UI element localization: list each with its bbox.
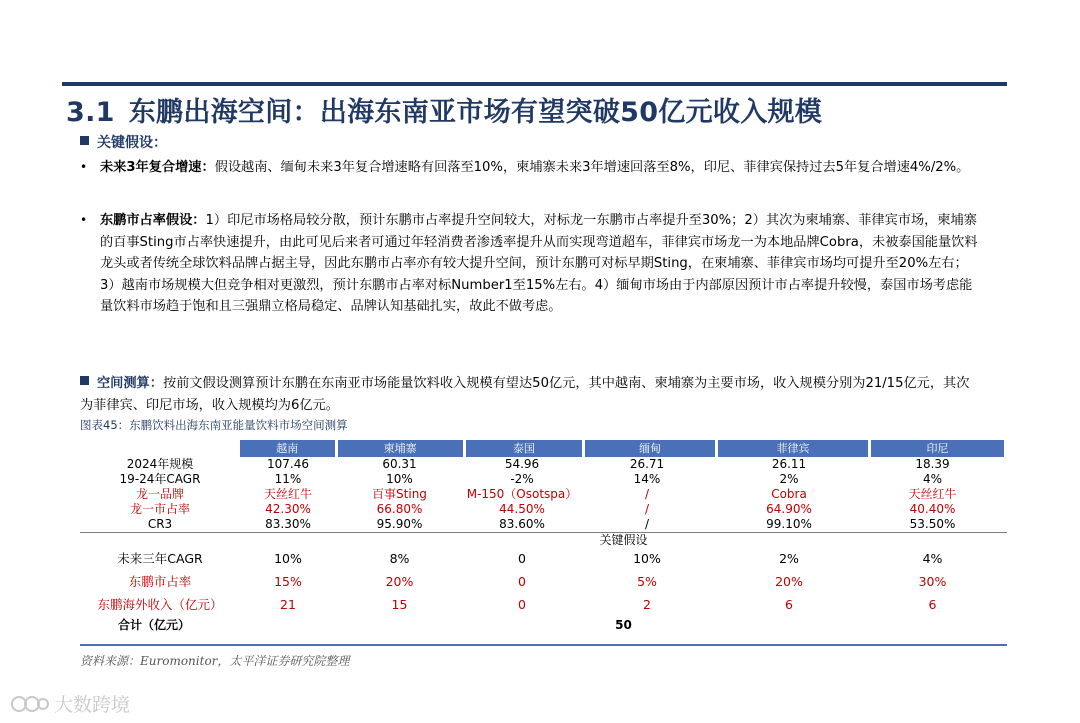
watermark-text: 大数跨境 — [54, 694, 131, 716]
square-bullet-icon — [80, 376, 89, 385]
page-title — [66, 90, 822, 129]
table-row: CR3 83.30% 95.90% 83.60% / 99.10% 53.50% — [147, 517, 956, 531]
space-calc-text: 按前文假设测算预计东鹏在东南亚市场能量饮料收入规模有望达50亿元，其中越南、柬埔寨为主要市场，收入规模分别为21/15亿元，其次为菲律宾、印尼市场，收入规模均为6亿元。 — [80, 376, 970, 413]
watermark-logo-icon — [10, 693, 50, 715]
header-thailand: 泰国 — [466, 440, 582, 457]
bullet-dot-icon: • — [80, 160, 88, 174]
total-row — [80, 616, 1007, 634]
bullet-market-share — [80, 210, 980, 318]
header-vietnam: 越南 — [240, 440, 335, 457]
bullet-share-label: 东鹏市占率假设： — [100, 213, 206, 228]
space-calc-paragraph — [80, 373, 980, 416]
title-text: 东鹏出海空间：出海东南亚市场有望突破50亿元收入规模 — [128, 97, 823, 128]
table-row: 未来三年CAGR 10% 8% 0 10% 2% 4% — [117, 551, 943, 566]
square-bullet-icon — [80, 136, 89, 145]
table-row: 东鹏海外收入（亿元） 21 15 0 2 6 6 — [97, 597, 937, 612]
section-label-row: 关键假设 — [80, 532, 1007, 547]
total-value: 50 — [615, 618, 632, 632]
table-row: 19-24年CAGR 11% 10% -2% 14% 2% 4% — [119, 472, 943, 486]
table-caption: 图表45：东鹏饮料出海东南亚能量饮料市场空间测算 — [80, 418, 348, 432]
table-row: 2024年规模 107.46 60.31 54.96 26.71 26.11 18.39 — [126, 457, 950, 471]
header-philippines: 菲律宾 — [718, 440, 868, 457]
table-row: 东鹏市占率 15% 20% 0 5% 20% 30% — [128, 574, 947, 589]
header-cambodia: 柬埔寨 — [338, 440, 463, 457]
bullet-dot-icon: • — [80, 213, 88, 227]
header-myanmar: 缅甸 — [585, 440, 715, 457]
title-top-rule — [62, 82, 1007, 86]
key-assumptions-heading: 关键假设： — [80, 132, 167, 152]
bullet-cagr — [80, 157, 980, 179]
section-number: 3.1 — [66, 97, 115, 128]
source-note: 资料来源：Euromonitor，太平洋证券研究院整理 — [80, 654, 350, 668]
total-label: 合计（亿元） — [118, 618, 191, 632]
table-row: 龙一市占率 42.30% 66.80% 44.50% / 64.90% 40.40% — [129, 502, 956, 516]
watermark — [10, 690, 130, 717]
table-bottom-rule — [80, 644, 1007, 646]
bullet-share-text: 1）印尼市场格局较分散，预计东鹏市占率提升空间较大，对标龙一东鹏市占率提升至30%；2）其次为柬埔寨、菲律宾市场，柬埔寨的百事Sting市占率快速提升，由此可见后来者可通过年轻消费者渗透率提升从而实现弯道超车，菲律宾市场龙一为本地品牌Cobra，未被泰国能量饮料龙头或者传统全球饮料品牌占据主导，因此东鹏市占率亦有较大提升空间，预计东鹏可对标早期Sting，在柬埔寨、菲律宾市场均可提升至20%左右；3）越南市场规模大但竞争相对更激烈，预计东鹏市占率对标Number1至15%左右。4）缅甸市场由于内部原因预计市占率提升较慢，泰国市场考虑能量饮料市场趋于饱和且三强鼎立格局稳定、品牌认知基础扎实，故此不做考虑。 — [100, 213, 978, 314]
table-header-row — [240, 440, 1007, 457]
header-indonesia: 印尼 — [871, 440, 1004, 457]
market-space-table — [80, 440, 1007, 634]
space-calc-label: 空间测算： — [97, 376, 163, 391]
bullet-cagr-text: 假设越南、缅甸未来3年复合增速略有回落至10%，柬埔寨未来3年增速回落至8%，印尼、菲律宾保持过去5年复合增速4%/2%。 — [214, 160, 970, 175]
bullet-cagr-label: 未来3年复合增速： — [100, 160, 215, 175]
table-row: 龙一品牌 天丝红牛 百事Sting M-150（Osotspa） / Cobra 天丝红牛 — [135, 487, 957, 501]
